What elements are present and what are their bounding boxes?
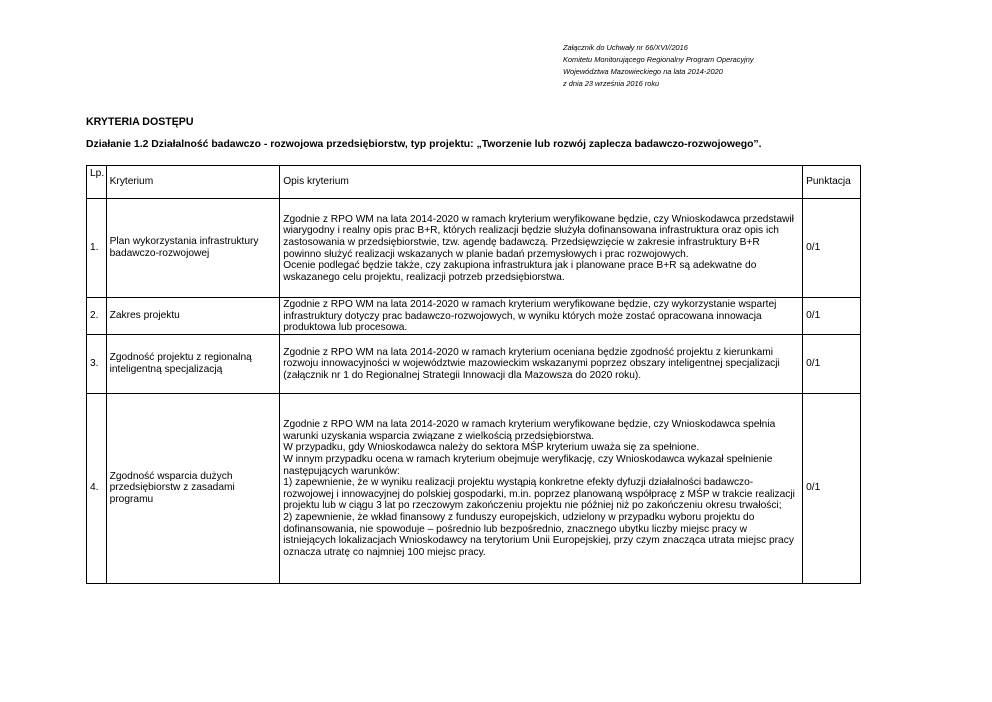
row-lp: 2. [87,298,107,335]
row-description [280,393,803,583]
row-score: 0/1 [803,393,861,583]
row-criterion: Plan wykorzystania infrastruktury badawczo-rozwojowej [106,199,280,298]
description-paragraph: W innym przypadku ocena w ramach kryterium obejmuje weryfikację, czy Wnioskodawca wykazał spełnienie następujących warunków: [283,454,773,477]
description-paragraph: Zgodnie z RPO WM na lata 2014-2020 w ramach kryterium weryfikowane będzie, czy wykorzystanie wspartej infrastruktury dotyczy prac badawczo-rozwojowych, w wyniku których może zostać opracowana innowacja produktowa lub procesowa. [283,299,777,334]
header-criterion: Kryterium [106,166,280,199]
table-header-row [87,166,861,199]
row-description [280,298,803,335]
attachment-note-line: Komitetu Monitorującego Regionalny Program Operacyjny [563,55,754,64]
criteria-table [86,165,861,584]
row-criterion: Zgodność wsparcia dużych przedsiębiorstw z zasadami programu [106,393,280,583]
action-subtitle: Działanie 1.2 Działalność badawczo - rozwojowa przedsiębiorstw, typ projektu: „Tworzenie lub rozwój zaplecza badawczo-rozwojowego”. [86,139,762,150]
description-paragraph: W przypadku, gdy Wnioskodawca należy do sektora MŚP kryterium uważa się za spełnione. [283,442,700,454]
description-paragraph: 2) zapewnienie, że wkład finansowy z funduszy europejskich, udzielony w przypadku wyboru projektu do dofinansowania, nie spowoduje – pośrednio lub bezpośrednio, znacznego ubytku liczby miejsc pracy w istniejących lokalizacjach Wnioskodawcy na terytorium Unii Europejskiej, przy czym znacząca utrata miejsc pracy oznacza utratę co najmniej 100 miejsc pracy. [283,511,794,558]
description-paragraph: Ocenie podlegać będzie także, czy zakupiona infrastruktura jak i planowane prace B+R są adekwatne do wskazanego celu projektu, realizacji potrzeb przedsiębiorstwa. [283,260,757,283]
row-description [280,199,803,298]
attachment-note-line: z dnia 23 września 2016 roku [563,79,660,88]
table-row [87,298,861,335]
attachment-note-line: Województwa Mazowieckiego na lata 2014-2020 [563,67,723,76]
row-score: 0/1 [803,334,861,393]
table-row [87,199,861,298]
row-description [280,334,803,393]
attachment-note-line: Załącznik do Uchwały nr 66/XVI//2016 [563,43,688,52]
row-lp: 3. [87,334,107,393]
table-row [87,334,861,393]
description-paragraph: Zgodnie z RPO WM na lata 2014-2020 w ramach kryterium oceniana będzie zgodność projektu z kierunkami rozwoju innowacyjności w województwie mazowieckim wskazanymi poprzez obszary inteligentnej specjalizacji (załącznik nr 1 do Regionalnej Strategii Innowacji dla Mazowsza do 2020 roku). [283,346,780,382]
attachment-note [563,42,754,90]
row-score: 0/1 [803,298,861,335]
row-lp: 1. [87,199,107,298]
table-row [87,393,861,583]
description-paragraph: 1) zapewnienie, że w wyniku realizacji projektu wystąpią konkretne efekty dyfuzji działalności badawczo-rozwojowej i innowacyjnej do polskiej gospodarki, m.in. poprzez planowaną współpracę z MŚP w trakcie realizacji projektu lub w ciągu 3 lat po rzeczowym zakończeniu projektu nie później niż po zakończeniu okresu trwałości; [283,477,795,512]
header-lp: Lp. [87,166,107,199]
header-score: Punktacja [803,166,861,199]
header-description: Opis kryterium [280,166,803,199]
section-title: KRYTERIA DOSTĘPU [86,116,194,128]
row-lp: 4. [87,393,107,583]
description-paragraph: Zgodnie z RPO WM na lata 2014-2020 w ramach kryterium weryfikowane będzie, czy Wnioskodawca przedstawił wiarygodny i realny opis prac B+R, których realizacji będzie służyła dofinansowana infrastruktura oraz opis ich zastosowania w przedsiębiorstwie, tzw. agendę badawczą. Przedsięwzięcie w zakresie infrastruktury B+R powinno służyć realizacji wskazanych w planie badań przemysłowych i prac rozwojowych. [283,213,794,260]
row-criterion: Zgodność projektu z regionalną inteligentną specjalizacją [106,334,280,393]
row-criterion: Zakres projektu [106,298,280,335]
description-paragraph: Zgodnie z RPO WM na lata 2014-2020 w ramach kryterium weryfikowane będzie, czy Wnioskodawca spełnia warunki uzyskania wsparcia związane z wielkością przedsiębiorstwa. [283,419,776,442]
row-score: 0/1 [803,199,861,298]
